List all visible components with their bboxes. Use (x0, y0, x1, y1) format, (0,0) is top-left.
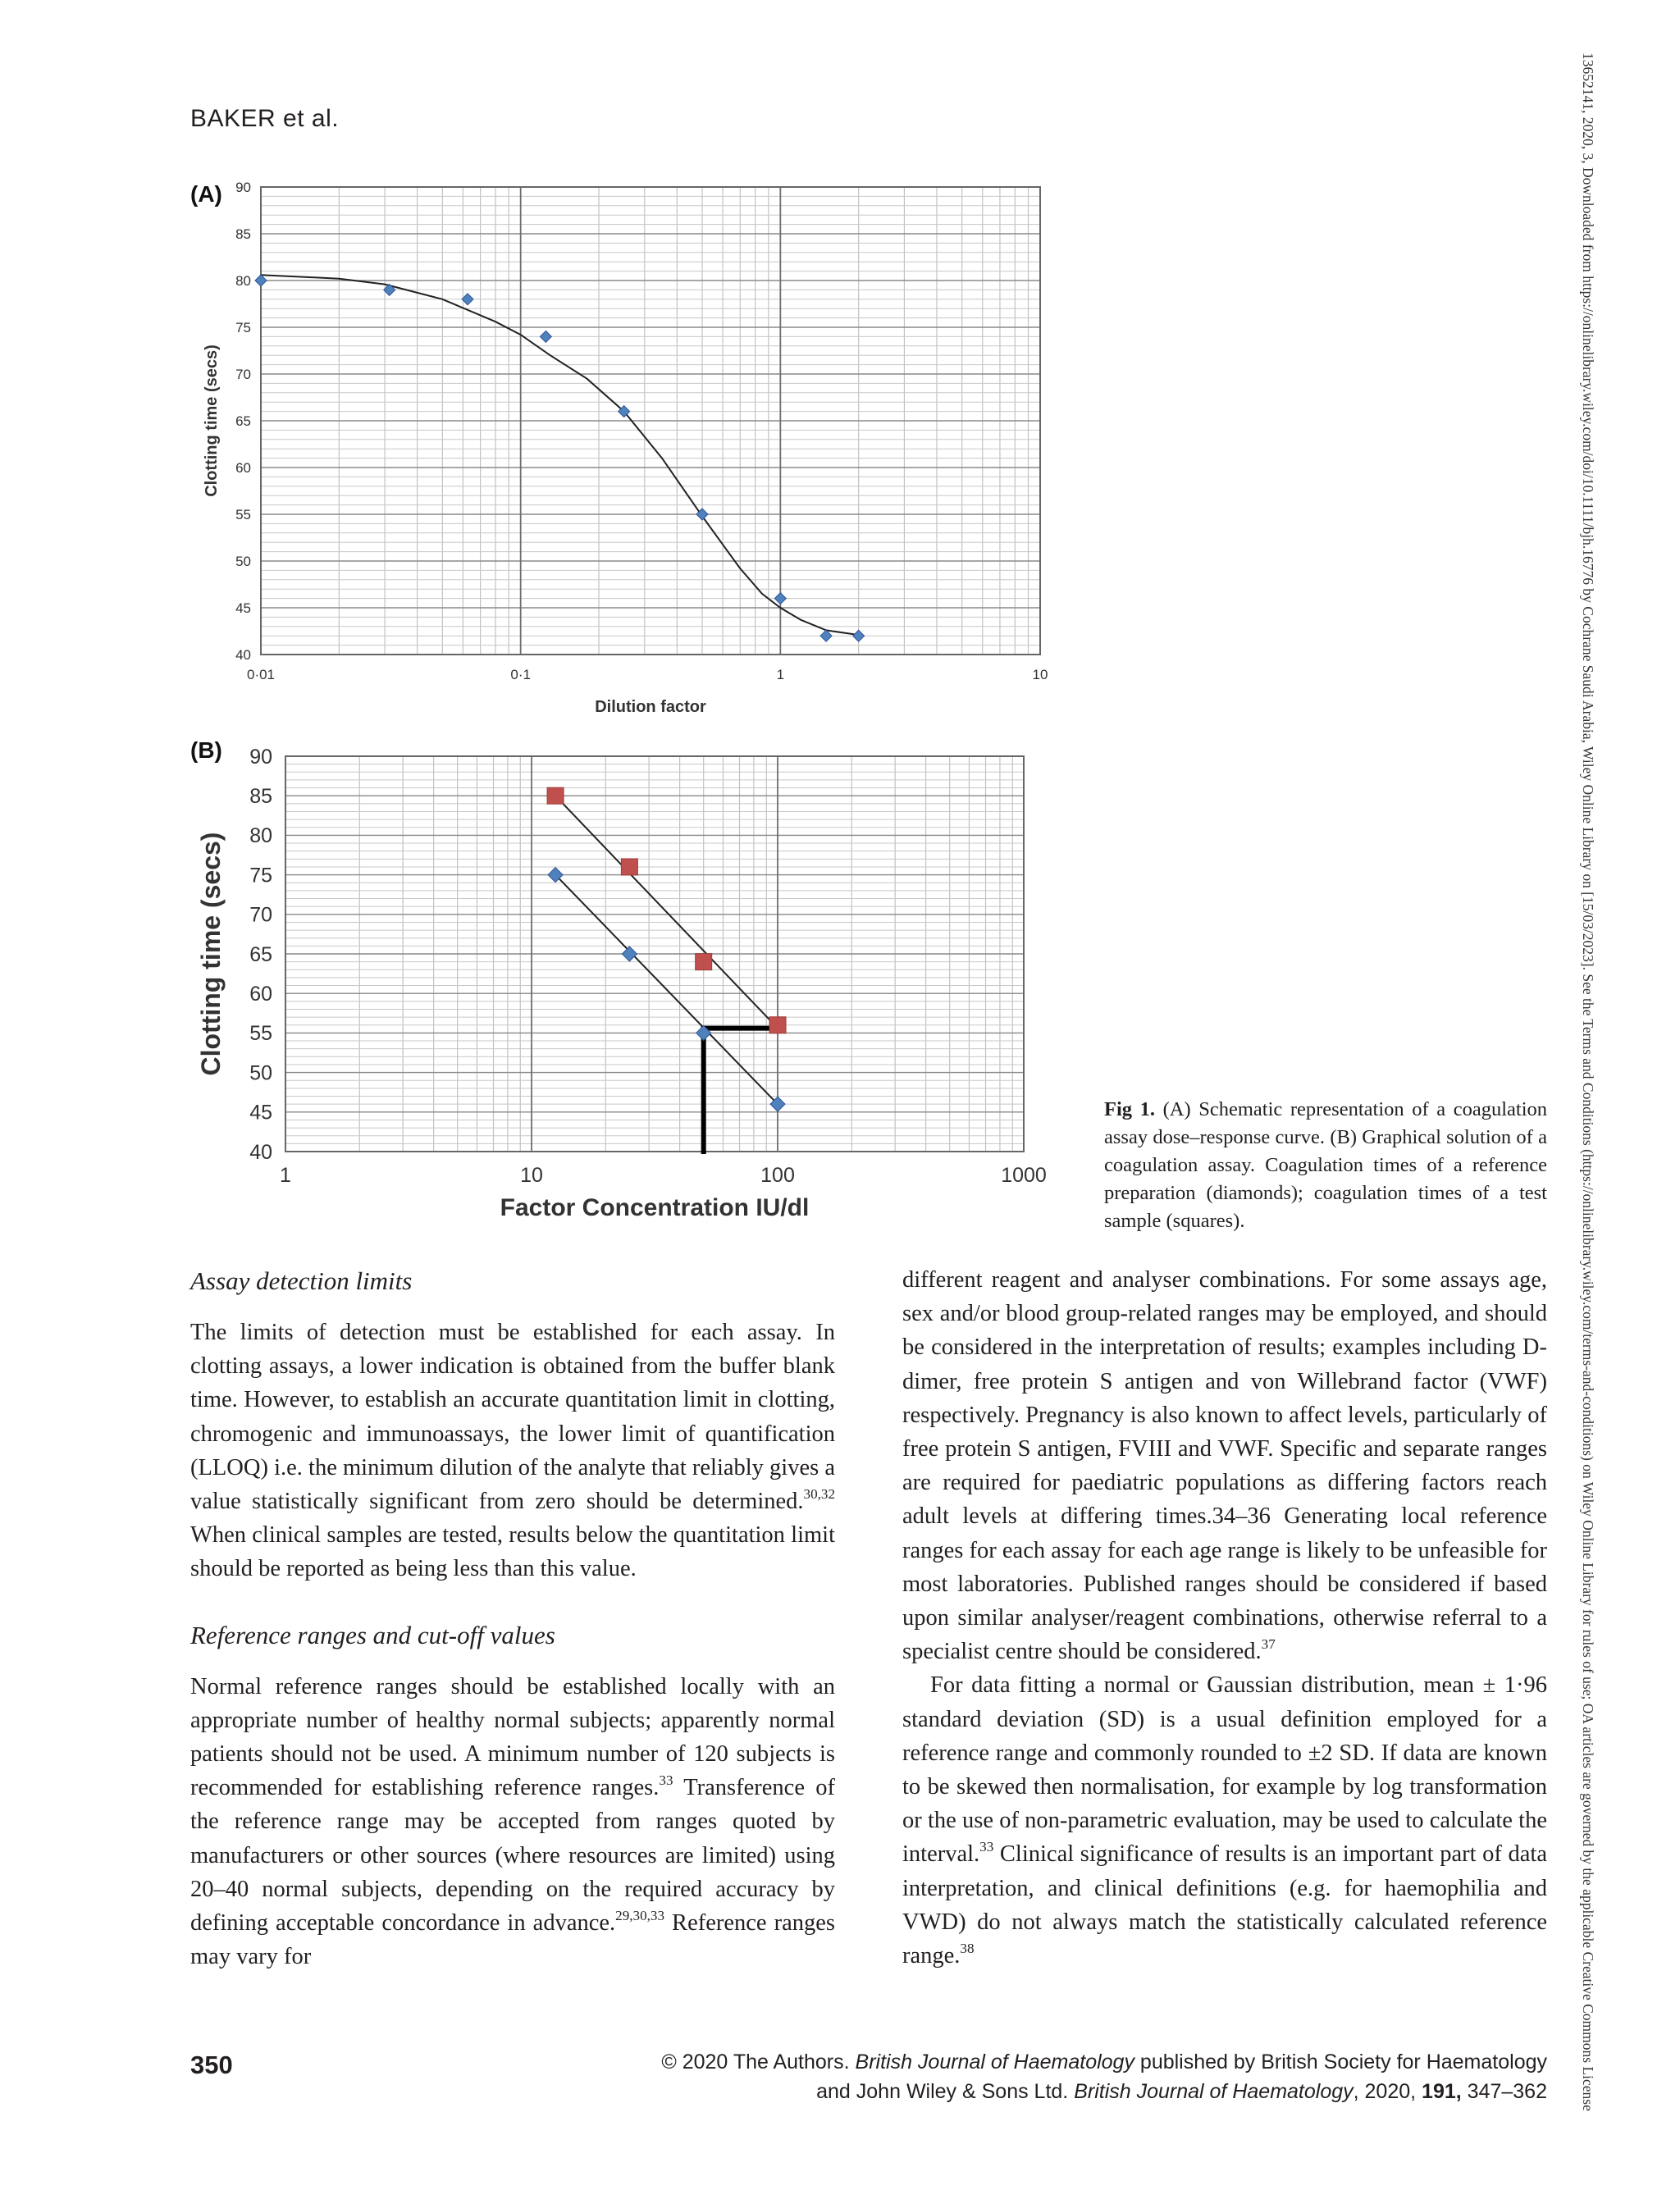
data-point-square (621, 859, 637, 875)
y-tick-label: 65 (249, 942, 272, 966)
citation: 30,32 (803, 1486, 835, 1503)
ticks-a (235, 180, 1048, 682)
paragraph-reference-ranges: Normal reference ranges should be established locally with an appropriate number of healthy normal subjects; apparently normal patients should not be used. A minimum number of 120 subjects is recommended for establishing reference ranges.$^{33}$ Transference of the reference range may be accepted from ranges quoted by manufacturers or other sources (where resources are limited) using 20–40 normal subjects, depending on the required accuracy by defining acceptable concordance in advance.$^{29,30,33}$ Reference ranges may vary for (190, 1673, 836, 1970)
page-number: 350 (190, 2051, 233, 2079)
y-tick-label: 50 (235, 553, 251, 569)
y-tick-label: 45 (235, 600, 251, 616)
data-point-square (696, 954, 712, 970)
y-tick-label: 50 (249, 1061, 272, 1085)
data-point-square (769, 1017, 786, 1033)
data-point-diamond (622, 947, 637, 961)
grid-a (261, 187, 1040, 655)
chart-b (187, 730, 1081, 1240)
y-axis-label-a: Clotting time (secs) (203, 344, 221, 497)
x-axis-label-b: Factor Concentration IU/dl (500, 1194, 810, 1221)
data-point-diamond (255, 275, 267, 286)
data-point-diamond (774, 593, 786, 604)
y-tick-label: 85 (249, 784, 272, 808)
grid-b (285, 756, 1024, 1152)
journal-name: British Journal of Haematology (1074, 2080, 1354, 2103)
paragraph-reference-ranges-cont: different reagent and analyser combinations. For some assays age, sex and/or blood group-related ranges may be employed, and should be considered in the interpretation of results; examples including D-dimer, free protein S antigen and von Willebrand factor (VWF) respectively. Pregnancy is also known to affect levels, particularly of free protein S antigen, FVIII and VWF. Specific and separate ranges are required for paediatric populations as differing factors reach adult levels at differing times.34–36 Generating local reference ranges for each assay for each age range is likely to be unfeasible for most laboratories. Published ranges should be considered if based upon similar analyser/reagent combinations, otherwise referral to a specialist centre should be considered.$^{37}$ (902, 1267, 1547, 1665)
x-tick-label: 1 (776, 667, 785, 682)
caption-label: Fig 1. (1104, 1098, 1155, 1120)
x-tick-label: 1000 (1001, 1164, 1047, 1187)
caption-text: (A) Schematic representation of a coagulation assay dose–response curve. (B) Graphical solution of a coagulation assay. Coagulation times of a reference preparation (diamonds); coagulation times of a test sample (squares). (1104, 1098, 1548, 1232)
x-tick-label: 1 (280, 1164, 291, 1187)
y-tick-label: 40 (235, 646, 251, 663)
right-column (902, 1263, 1547, 1973)
y-tick-label: 40 (249, 1140, 272, 1164)
data-point-diamond (853, 630, 865, 641)
y-tick-label: 80 (235, 272, 251, 289)
x-tick-label: 100 (760, 1164, 795, 1187)
y-tick-label: 70 (249, 903, 272, 927)
data-point-square (547, 787, 564, 804)
download-notice: 13652141, 2020, 3, Downloaded from https://onlinelibrary.wiley.com/doi/10.1111/bjh.16776 by Cochrane Saudi Arabia, Wiley Online Library on [15/03/2023]. See the Terms and Conditions (https://onlinelibrary.wiley.com/terms-and-conditions) on Wiley Online Library for rules of use; OA articles are governed by the applicable Creative Commons License (1580, 52, 1596, 2111)
x-tick-label: 10 (1032, 667, 1048, 682)
citation: 33 (979, 1839, 994, 1855)
x-axis-label-a: Dilution factor (595, 698, 706, 715)
fit-lines-b (555, 796, 778, 1104)
running-head: BAKER et al. (190, 105, 340, 132)
x-tick-label: 0·01 (246, 667, 276, 682)
data-point-diamond (820, 630, 832, 641)
y-tick-label: 55 (249, 1022, 272, 1046)
journal-name: British Journal of Haematology (855, 2051, 1134, 2073)
heading-reference-ranges: Reference ranges and cut-off values (190, 1620, 555, 1649)
panel-label-a: (A) (190, 181, 222, 207)
figure-caption (1104, 1096, 1547, 1235)
paragraph-gaussian: For data fitting a normal or Gaussian distribution, mean ± 1·96 standard deviation (SD) is a usual definition employed for a reference range and commonly rounded to ±2 SD. If data are known to be skewed then normalisation, for example by log transformation or the use of non-parametric evaluation, may be used to calculate the interval.$^{33}$ Clinical significance of results is an important part of data interpretation, and clinical definitions (e.g. for haemophilia and VWD) do not always match the statistically calculated reference range.$^{38}$ (902, 1672, 1547, 1969)
data-point-diamond (540, 331, 551, 342)
y-tick-label: 90 (249, 745, 272, 769)
y-tick-label: 60 (235, 459, 251, 476)
points-b (547, 787, 786, 1111)
y-tick-label: 90 (235, 179, 251, 195)
paragraph-detection-limits: The limits of detection must be established for each assay. In clotting assays, a lower indication is obtained from the buffer blank time. However, to establish an accurate quantitation limit in clotting, chromogenic and immunoassays, the lower limit of quantification (LLOQ) i.e. the minimum dilution of the analyte that reliably gives a value statistically significant from zero should be determined.$^{30,32}$ When clinical samples are tested, results below the quantitation limit should be reported as being less than this value. (190, 1320, 835, 1582)
citation: 38 (960, 1941, 975, 1957)
chart-a (187, 174, 1081, 715)
y-tick-label: 70 (235, 366, 251, 382)
x-tick-label: 0·1 (510, 667, 531, 682)
volume: 191, (1422, 2080, 1462, 2103)
heading-assay-detection-limits: Assay detection limits (190, 1266, 413, 1295)
citation: 37 (1261, 1636, 1276, 1653)
y-tick-label: 85 (235, 226, 251, 242)
data-point-diamond (462, 294, 473, 305)
x-tick-label: 10 (520, 1164, 543, 1187)
y-tick-label: 45 (249, 1101, 272, 1125)
y-tick-label: 80 (249, 824, 272, 848)
fit-line (555, 875, 778, 1105)
citation: 33 (659, 1772, 673, 1789)
y-tick-label: 60 (249, 982, 272, 1006)
footer-copyright: © 2020 The Authors. British Journal of Haematology published by British Society for Haematology and John Wiley & Sons Ltd. British Journal of Haematology, 2020, 191, 347–362 (661, 2051, 1547, 2103)
y-axis-label-b: Clotting time (secs) (196, 832, 226, 1076)
y-tick-label: 75 (235, 319, 251, 335)
left-column (190, 1265, 835, 1973)
citation: 29,30,33 (615, 1908, 664, 1924)
y-tick-label: 65 (235, 413, 251, 429)
y-tick-label: 75 (249, 864, 272, 887)
y-tick-label: 55 (235, 506, 251, 522)
panel-label-b: (B) (190, 737, 222, 763)
